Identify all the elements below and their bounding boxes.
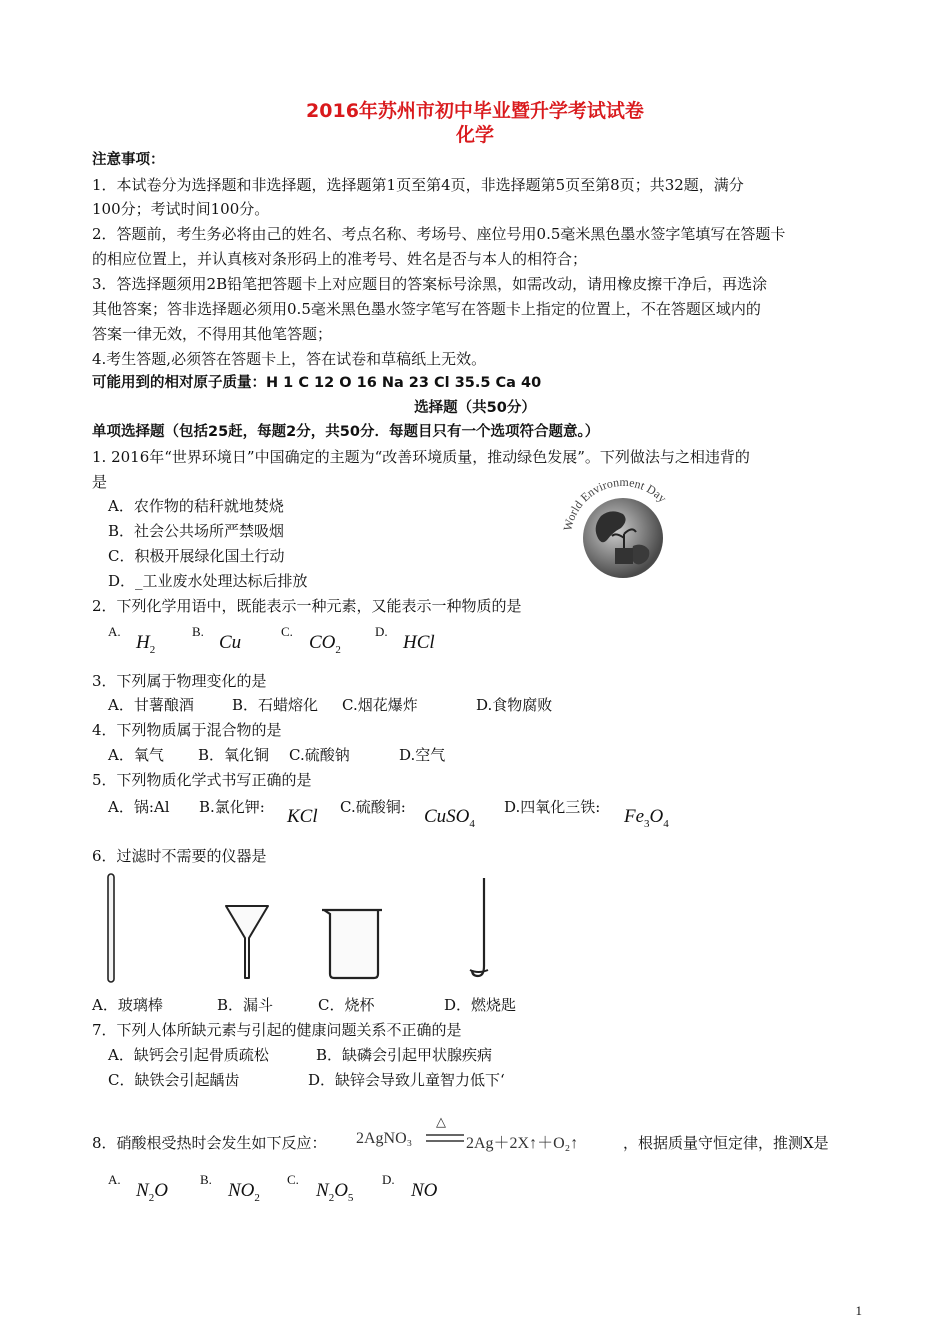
logo-text: World Environment Day — [560, 476, 670, 533]
q4-option-c: C.硫酸钠 — [289, 746, 350, 764]
q5-option-c: C.硫酸铜: — [340, 798, 406, 816]
q1-option-d: D．_工业废水处理达标后排放 — [108, 572, 308, 590]
q6-stem: 6．过滤时不需要的仪器是 — [92, 847, 267, 865]
q7-option-a: A．缺钙会引起骨质疏松 — [108, 1046, 269, 1064]
q1-option-b: B．社会公共场所严禁吸烟 — [108, 522, 285, 540]
q5-formula-d: $Fe_3O_4$ — [624, 806, 669, 830]
exam-title: 2016年苏州市初中毕业暨升学考试试卷 — [306, 100, 644, 122]
q8-label-d: D. — [382, 1172, 395, 1187]
q5-option-b: B.氯化钾: — [199, 798, 265, 816]
q3-option-c: C.烟花爆炸 — [342, 696, 418, 714]
note-3c: 答案一律无效，不得用其他笔答题； — [92, 325, 333, 343]
atomic-masses: 可能用到的相对原子质量：H 1 C 12 O 16 Na 23 Cl 35.5 Ca 40 — [92, 375, 542, 391]
q8-equation-condition: △ — [436, 1114, 446, 1129]
note-2b: 的相应位置上，并认真核对条形码上的准考号、姓名是否与本人的相符合； — [92, 250, 588, 268]
q8-formula-a: $N_2O$ — [136, 1180, 168, 1204]
q1-option-c: C．积极开展绿化国土行动 — [108, 547, 285, 565]
q2-formula-c: $CO_2$ — [309, 632, 341, 656]
q4-option-b: B．氧化铜 — [198, 746, 270, 764]
q3-option-d: D.食物腐败 — [476, 696, 553, 714]
q2-stem: 2．下列化学用语中，既能表示一种元素，又能表示一种物质的是 — [92, 597, 522, 615]
q7-option-b: B．缺磷会引起甲状腺疾病 — [316, 1046, 493, 1064]
note-3a: 3．答选择题须用2B铅笔把答题卡上对应题目的答案标号涂黑，如需改动，请用橡皮擦干净后，再选涂 — [92, 275, 768, 293]
exam-subject: 化学 — [455, 124, 494, 146]
section-instruction: 单项选择题（包括25赶，每题2分，共50分．每题目只有一个选项符合题意。） — [92, 424, 600, 440]
note-2a: 2．答题前，考生务必将由己的姓名、考点名称、考场号、座位号用0.5毫米黑色墨水签字笔填写在答题卡 — [92, 225, 786, 243]
note-1a: 1．本试卷分为选择题和非选择题，选择题第1页至第4页，非选择题第5页至第8页；共32题，满分 — [92, 176, 744, 194]
q3-stem: 3．下列属于物理变化的是 — [92, 672, 267, 690]
q2-label-a: A. — [108, 624, 121, 639]
q1-stem: 1. 2016年“世界环境日”中国确定的主题为“改善环境质量，推动绿色发展”。下列做法与之相违背的 — [92, 448, 750, 466]
q2-formula-b: Cu — [219, 632, 242, 653]
q6-option-c: C．烧杯 — [318, 996, 375, 1014]
q5-formula-b: KCl — [287, 806, 318, 827]
q8-equals-sign — [424, 1132, 466, 1144]
q4-stem: 4．下列物质属于混合物的是 — [92, 721, 282, 739]
q6-option-b: B．漏斗 — [217, 996, 274, 1014]
page-number: 1 — [855, 1303, 862, 1318]
q8-equation-right: 2Ag＋2X↑＋O₂↑ — [466, 1135, 579, 1152]
q5-stem: 5．下列物质化学式书写正确的是 — [92, 771, 312, 789]
q5-formula-c: CuSO$_4$ — [424, 806, 475, 830]
q8-formula-d: NO — [411, 1180, 438, 1201]
section-title: 选择题（共50分） — [414, 400, 536, 416]
q2-label-b: B. — [192, 624, 204, 639]
note-4: 4.考生答题,必须答在答题卡上，答在试卷和草稿纸上无效。 — [92, 350, 487, 368]
q8-formula-c: $N_2O_5$ — [316, 1180, 354, 1204]
beaker-image — [320, 904, 386, 980]
glass-rod-image — [102, 872, 122, 986]
q8-label-b: B. — [200, 1172, 212, 1187]
q3-option-a: A．甘薯酿酒 — [108, 696, 194, 714]
q1-option-a: A．农作物的秸秆就地焚烧 — [108, 497, 284, 515]
q5-option-d: D.四氧化三铁: — [504, 798, 601, 816]
q8-stem: 8．硝酸根受热时会发生如下反应： — [92, 1134, 327, 1152]
q5-option-a: A．锅:Al — [108, 798, 170, 816]
q3-option-b: B．石蜡熔化 — [232, 696, 319, 714]
q7-stem: 7．下列人体所缺元素与引起的健康问题关系不正确的是 — [92, 1021, 462, 1039]
q2-label-c: C. — [281, 624, 293, 639]
q7-option-d: D．缺锌会导致儿童智力低下‘ — [308, 1071, 505, 1089]
q6-option-a: A．玻璃棒 — [92, 996, 163, 1014]
q8-equation-left: 2AgNO₃ — [356, 1130, 413, 1147]
q2-formula-d: HCl — [403, 632, 435, 653]
notes-heading: 注意事项： — [92, 152, 165, 168]
q8-stem-cont: ，根据质量守恒定律，推测X是 — [623, 1134, 829, 1152]
q7-option-c: C．缺铁会引起龋齿 — [108, 1071, 240, 1089]
q4-option-a: A．氧气 — [108, 746, 164, 764]
q2-formula-a: $H_2$ — [136, 632, 156, 656]
q6-option-d: D．燃烧匙 — [444, 996, 517, 1014]
q4-option-d: D.空气 — [399, 746, 446, 764]
combustion-spoon-image — [468, 874, 496, 982]
q8-label-c: C. — [287, 1172, 299, 1187]
note-3b: 其他答案；答非选择题必须用0.5毫米黑色墨水签字笔写在答题卡上指定的位置上，不在答题区域内的 — [92, 300, 761, 318]
q8-formula-b: $NO_2$ — [228, 1180, 260, 1204]
world-environment-day-logo — [553, 476, 693, 588]
note-1b: 100分；考试时间100分。 — [92, 200, 270, 218]
funnel-image — [224, 900, 270, 982]
q2-label-d: D. — [375, 624, 388, 639]
q1-stem-cont: 是 — [92, 473, 108, 491]
q8-label-a: A. — [108, 1172, 121, 1187]
